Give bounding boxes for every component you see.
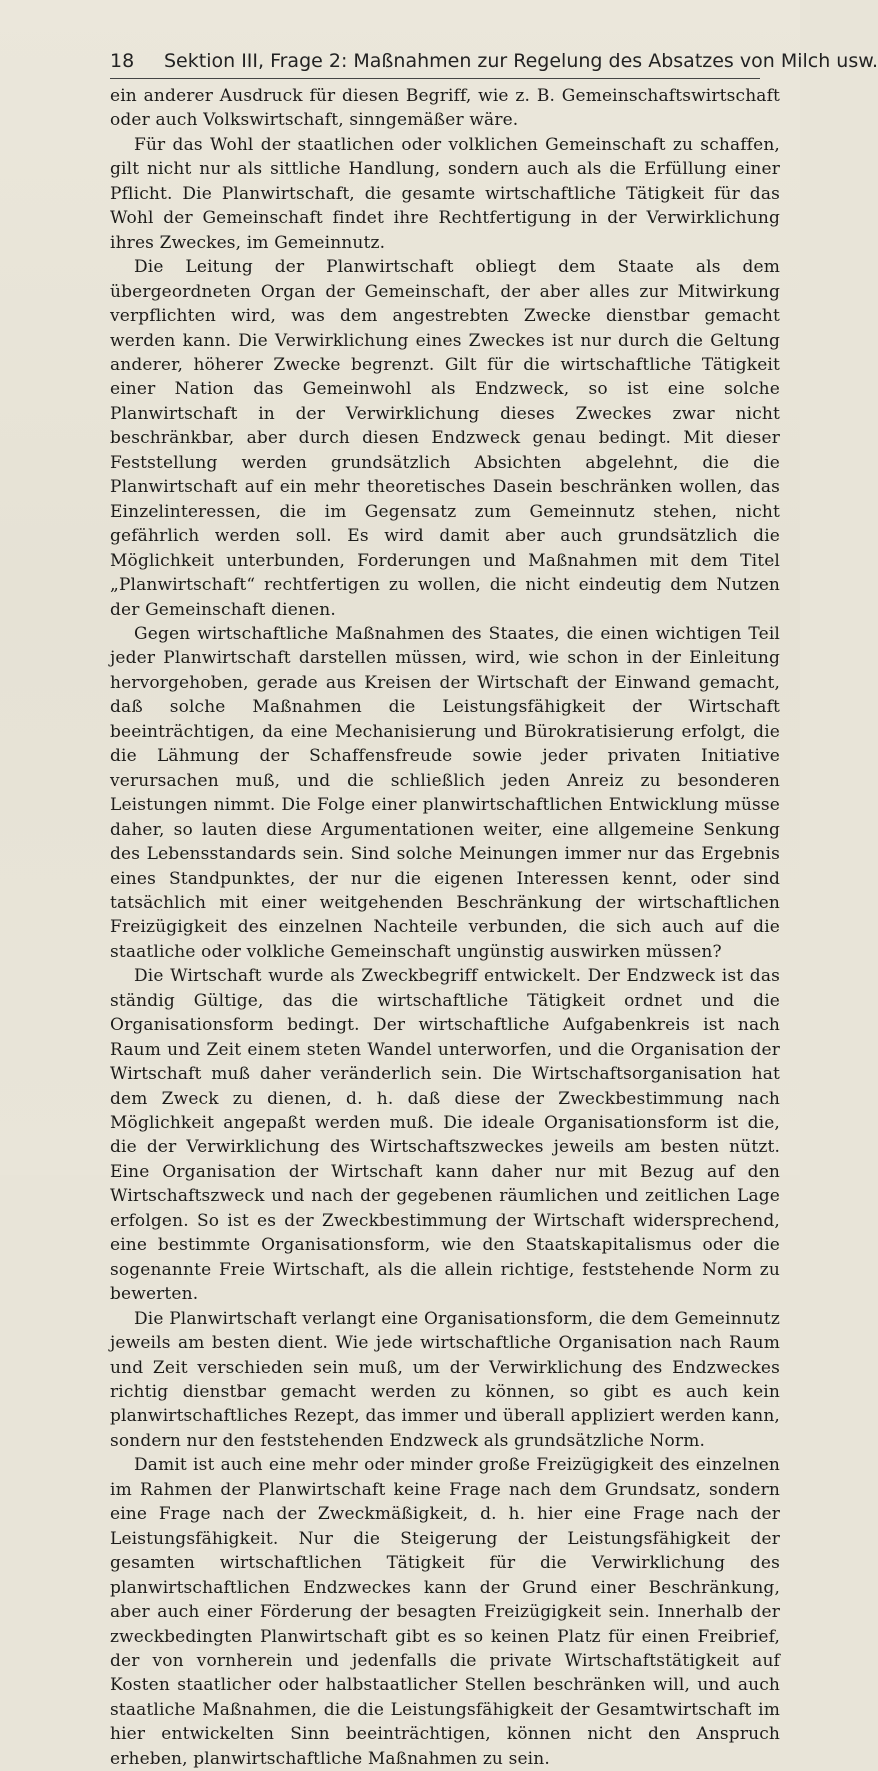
paragraph-4: Gegen wirtschaftliche Maßnahmen des Staates, die einen wichtigen Teil jeder Planwirtschaft darstellen müssen, wird, wie schon in der Einleitung hervorgehoben, gerade aus Kreisen der Wirtschaft der Einwand gemacht, daß solche Maßnahmen die Leistungsfähigkeit der Wirtschaft beeinträchtigen, da eine Mechanisierung und Bürokratisierung erfolgt, die die Lähmung der Schaffensfreude sowie jeder privaten Initiative verursachen muß, und die schließlich jeden Anreiz zu besonderen Leistungen nimmt. Die Folge einer planwirtschaftlichen Entwicklung müsse daher, so lauten diese Argumentationen weiter, eine allgemeine Senkung des Lebensstandards sein. Sind solche Meinungen immer nur das Ergebnis eines Standpunktes, der nur die eigenen Interessen kennt, oder sind tatsächlich mit einer weitgehenden Beschränkung der wirtschaftlichen Freizügigkeit des einzelnen Nachteile verbunden, die sich auch auf die staatliche oder volkliche Gemeinschaft ungünstig auswirken müssen? <box>110 623 780 962</box>
paragraph-6: Die Planwirtschaft verlangt eine Organisationsform, die dem Gemeinnutz jeweils am besten dient. Wie jede wirtschaftliche Organisation nach Raum und Zeit verschieden sein muß, um der Verwirklichung des Endzweckes richtig dienstbar gemacht werden zu können, so gibt es auch kein planwirtschaftliches Rezept, das immer und überall appliziert werden kann, sondern nur den feststehenden Endzweck als grundsätzliche Norm. <box>110 1308 780 1451</box>
page-number: 18 <box>110 50 135 72</box>
header-rule <box>110 78 760 79</box>
paragraph-1: ein anderer Ausdruck für diesen Begriff, wie z. B. Gemeinschaftswirtschaft oder auch Volkswirtschaft, sinngemäßer wäre. <box>110 86 780 131</box>
running-title: Sektion III, Frage 2: Maßnahmen zur Regelung des Absatzes von Milch usw. <box>164 50 878 72</box>
paragraph-3: Die Leitung der Planwirtschaft obliegt dem Staate als dem übergeordneten Organ der Gemeinschaft, der aber alles zur Mitwirkung verpflichten wird, was dem angestrebten Zwecke dienstbar gemacht werden kann. Die Verwirklichung eines Zweckes ist nur durch die Geltung anderer, höherer Zwecke begrenzt. Gilt für die wirtschaftliche Tätigkeit einer Nation das Gemeinwohl als Endzweck, so ist eine solche Planwirtschaft in der Verwirklichung dieses Zweckes zwar nicht beschränkbar, aber durch diesen Endzweck genau bedingt. Mit dieser Feststellung werden grundsätzlich Absichten abgelehnt, die die Planwirtschaft auf ein mehr theoretisches Dasein beschränken wollen, das Einzelinteressen, die im Gegensatz zum Gemeinnutz stehen, nicht gefährlich werden soll. Es wird damit aber auch grundsätzlich die Möglichkeit unterbunden, Forderungen und Maßnahmen mit dem Titel „Planwirtschaft“ rechtfertigen zu wollen, die nicht eindeutig dem Nutzen der Gemeinschaft dienen. <box>110 257 780 620</box>
paragraph-5: Die Wirtschaft wurde als Zweckbegriff entwickelt. Der Endzweck ist das ständig Gültige, das die wirtschaftliche Tätigkeit ordnet und die Organisationsform bedingt. Der wirtschaftliche Aufgabenkreis ist nach Raum und Zeit einem steten Wandel unterworfen, und die Organisation der Wirtschaft muß daher veränderlich sein. Die Wirtschaftsorganisation hat dem Zweck zu dienen, d. h. daß diese der Zweckbestimmung nach Möglichkeit angepaßt werden muß. Die ideale Organisationsform ist die, die der Verwirklichung des Wirtschaftszweckes jeweils am besten nützt. Eine Organisation der Wirtschaft kann daher nur mit Bezug auf den Wirtschaftszweck und nach der gegebenen räumlichen und zeitlichen Lage erfolgen. So ist es der Zweckbestimmung der Wirtschaft widersprechend, eine bestimmte Organisationsform, wie den Staatskapitalismus oder die sogenannte Freie Wirtschaft, als die allein richtige, feststehende Norm zu bewerten. <box>110 966 780 1305</box>
body-text <box>110 84 780 1771</box>
running-header <box>110 46 878 76</box>
paragraph-7: Damit ist auch eine mehr oder minder große Freizügigkeit des einzelnen im Rahmen der Planwirtschaft keine Frage nach dem Grundsatz, sondern eine Frage nach der Zweckmäßigkeit, d. h. hier eine Frage nach der Leistungsfähigkeit. Nur die Steigerung der Leistungsfähigkeit der gesamten wirtschaftlichen Tätigkeit für die Verwirklichung des planwirtschaftlichen Endzweckes kann der Grund einer Beschränkung, aber auch einer Förderung der besagten Freizügigkeit sein. Innerhalb der zweckbedingten Planwirtschaft gibt es so keinen Platz für einen Freibrief, der von vornherein und jedenfalls die private Wirtschaftstätigkeit auf Kosten staatlicher oder halbstaatlicher Stellen beschränken will, und auch staatliche Maßnahmen, die die Leistungsfähigkeit der Gesamtwirtschaft im hier entwickelten Sinn beeinträchtigen, können nicht den Anspruch erheben, planwirtschaftliche Maßnahmen zu sein. <box>110 1455 780 1769</box>
paragraph-2: Für das Wohl der staatlichen oder volklichen Gemeinschaft zu schaffen, gilt nicht nur als sittliche Handlung, sondern auch als die Erfüllung einer Pflicht. Die Planwirtschaft, die gesamte wirtschaftliche Tätigkeit für das Wohl der Gemeinschaft findet ihre Rechtfertigung in der Verwirklichung ihres Zweckes, im Gemeinnutz. <box>110 134 780 253</box>
